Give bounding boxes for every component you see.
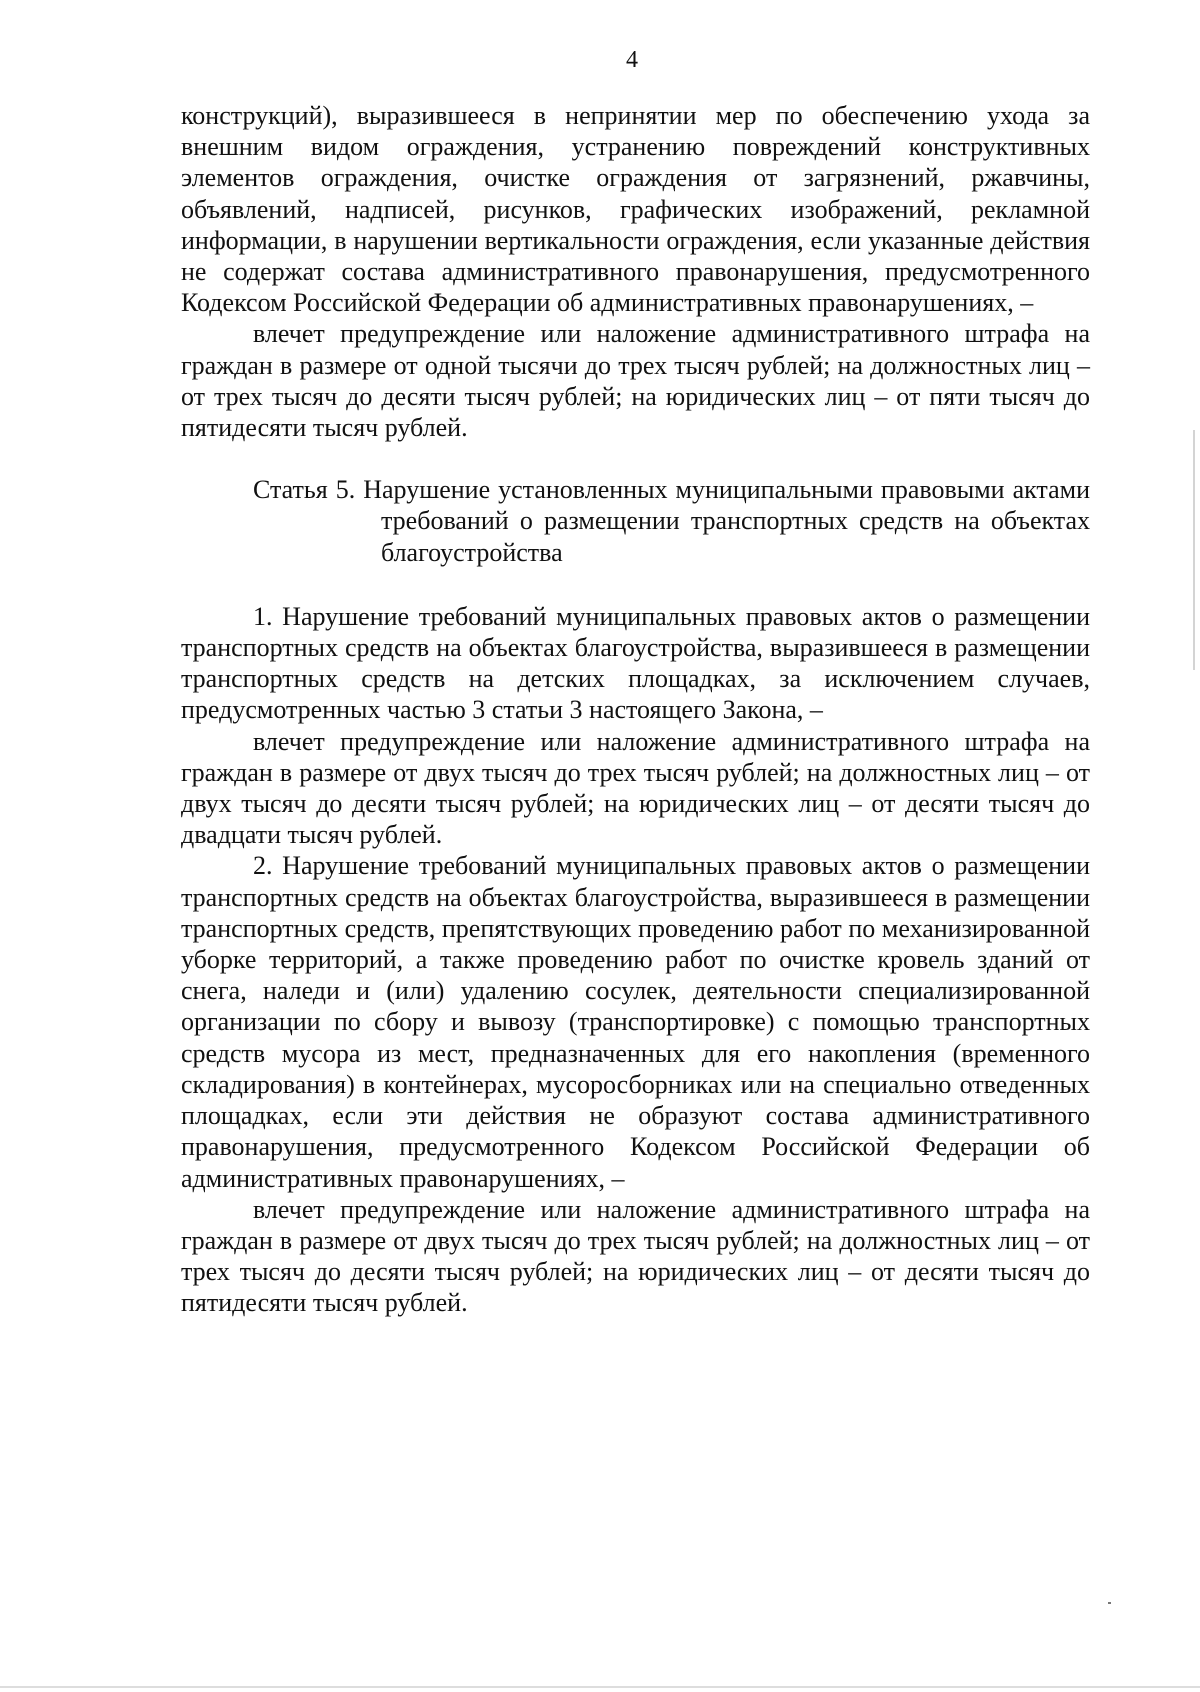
article-heading (181, 474, 1090, 568)
article-label: Статья 5. (253, 475, 356, 505)
document-body (181, 100, 1090, 1319)
paragraph-penalty-3: влечет предупреждение или наложение административного штрафа на граждан в размере от двух тысяч до трех тысяч рублей; на должностных лиц – от трех тысяч до десяти тысяч рублей; на юридических лиц – от десяти тысяч до пятидесяти тысяч рублей. (181, 1194, 1090, 1318)
paragraph-part-1: 1. Нарушение требований муниципальных правовых актов о размещении транспортных средств на объектах благоустройства, выразившееся в размещении транспортных средств на детских площадках, за исключением случаев, предусмотренных частью 3 статьи 3 настоящего Закона, – (181, 601, 1090, 725)
paragraph-penalty-2: влечет предупреждение или наложение административного штрафа на граждан в размере от двух тысяч до трех тысяч рублей; на должностных лиц – от двух тысяч до десяти тысяч рублей; на юридических лиц – от десяти тысяч до двадцати тысяч рублей. (181, 726, 1090, 850)
paragraph-continuation: конструкций), выразившееся в непринятии мер по обеспечению ухода за внешним видом ограждения, устранению повреждений конструктивных элементов ограждения, очистке ограждения от загрязнений, ржавчины, объявлений, надписей, рисунков, графических изображений, рекламной информации, в нарушении вертикальности ограждения, если указанные действия не содержат состава административного правонарушения, предусмотренного Кодексом Российской Федерации об административных правонарушениях, – (181, 101, 1090, 318)
scan-edge-line (1193, 430, 1195, 670)
article-title: Нарушение установленных муниципальными правовыми актами требований о размещении транспортных средств на объектах благоустройства (363, 475, 1091, 567)
scan-speck (1108, 1602, 1111, 1604)
paragraph-penalty-1: влечет предупреждение или наложение административного штрафа на граждан в размере от одной тысячи до трех тысяч рублей; на должностных лиц – от трех тысяч до десяти тысяч рублей; на юридических лиц – от пяти тысяч до пятидесяти тысяч рублей. (181, 319, 1090, 443)
article-heading-text (181, 474, 1090, 568)
scan-bottom-edge (0, 1686, 1200, 1688)
page-number: 4 (626, 47, 638, 73)
paragraph-part-2: 2. Нарушение требований муниципальных правовых актов о размещении транспортных средств на объектах благоустройства, выразившееся в размещении транспортных средств, препятствующих проведению работ по механизированной уборке территорий, а также проведению работ по очистке кровель зданий от снега, наледи и (или) удалению сосулек, деятельности специализированной организации по сбору и вывозу (транспортировке) с помощью транспортных средств мусора из мест, предназначенных для его накопления (временного складирования) в контейнерах, мусоросборниках или на специально отведенных площадках, если эти действия не образуют состава административного правонарушения, предусмотренного Кодексом Российской Федерации об административных правонарушениях, – (181, 851, 1090, 1193)
